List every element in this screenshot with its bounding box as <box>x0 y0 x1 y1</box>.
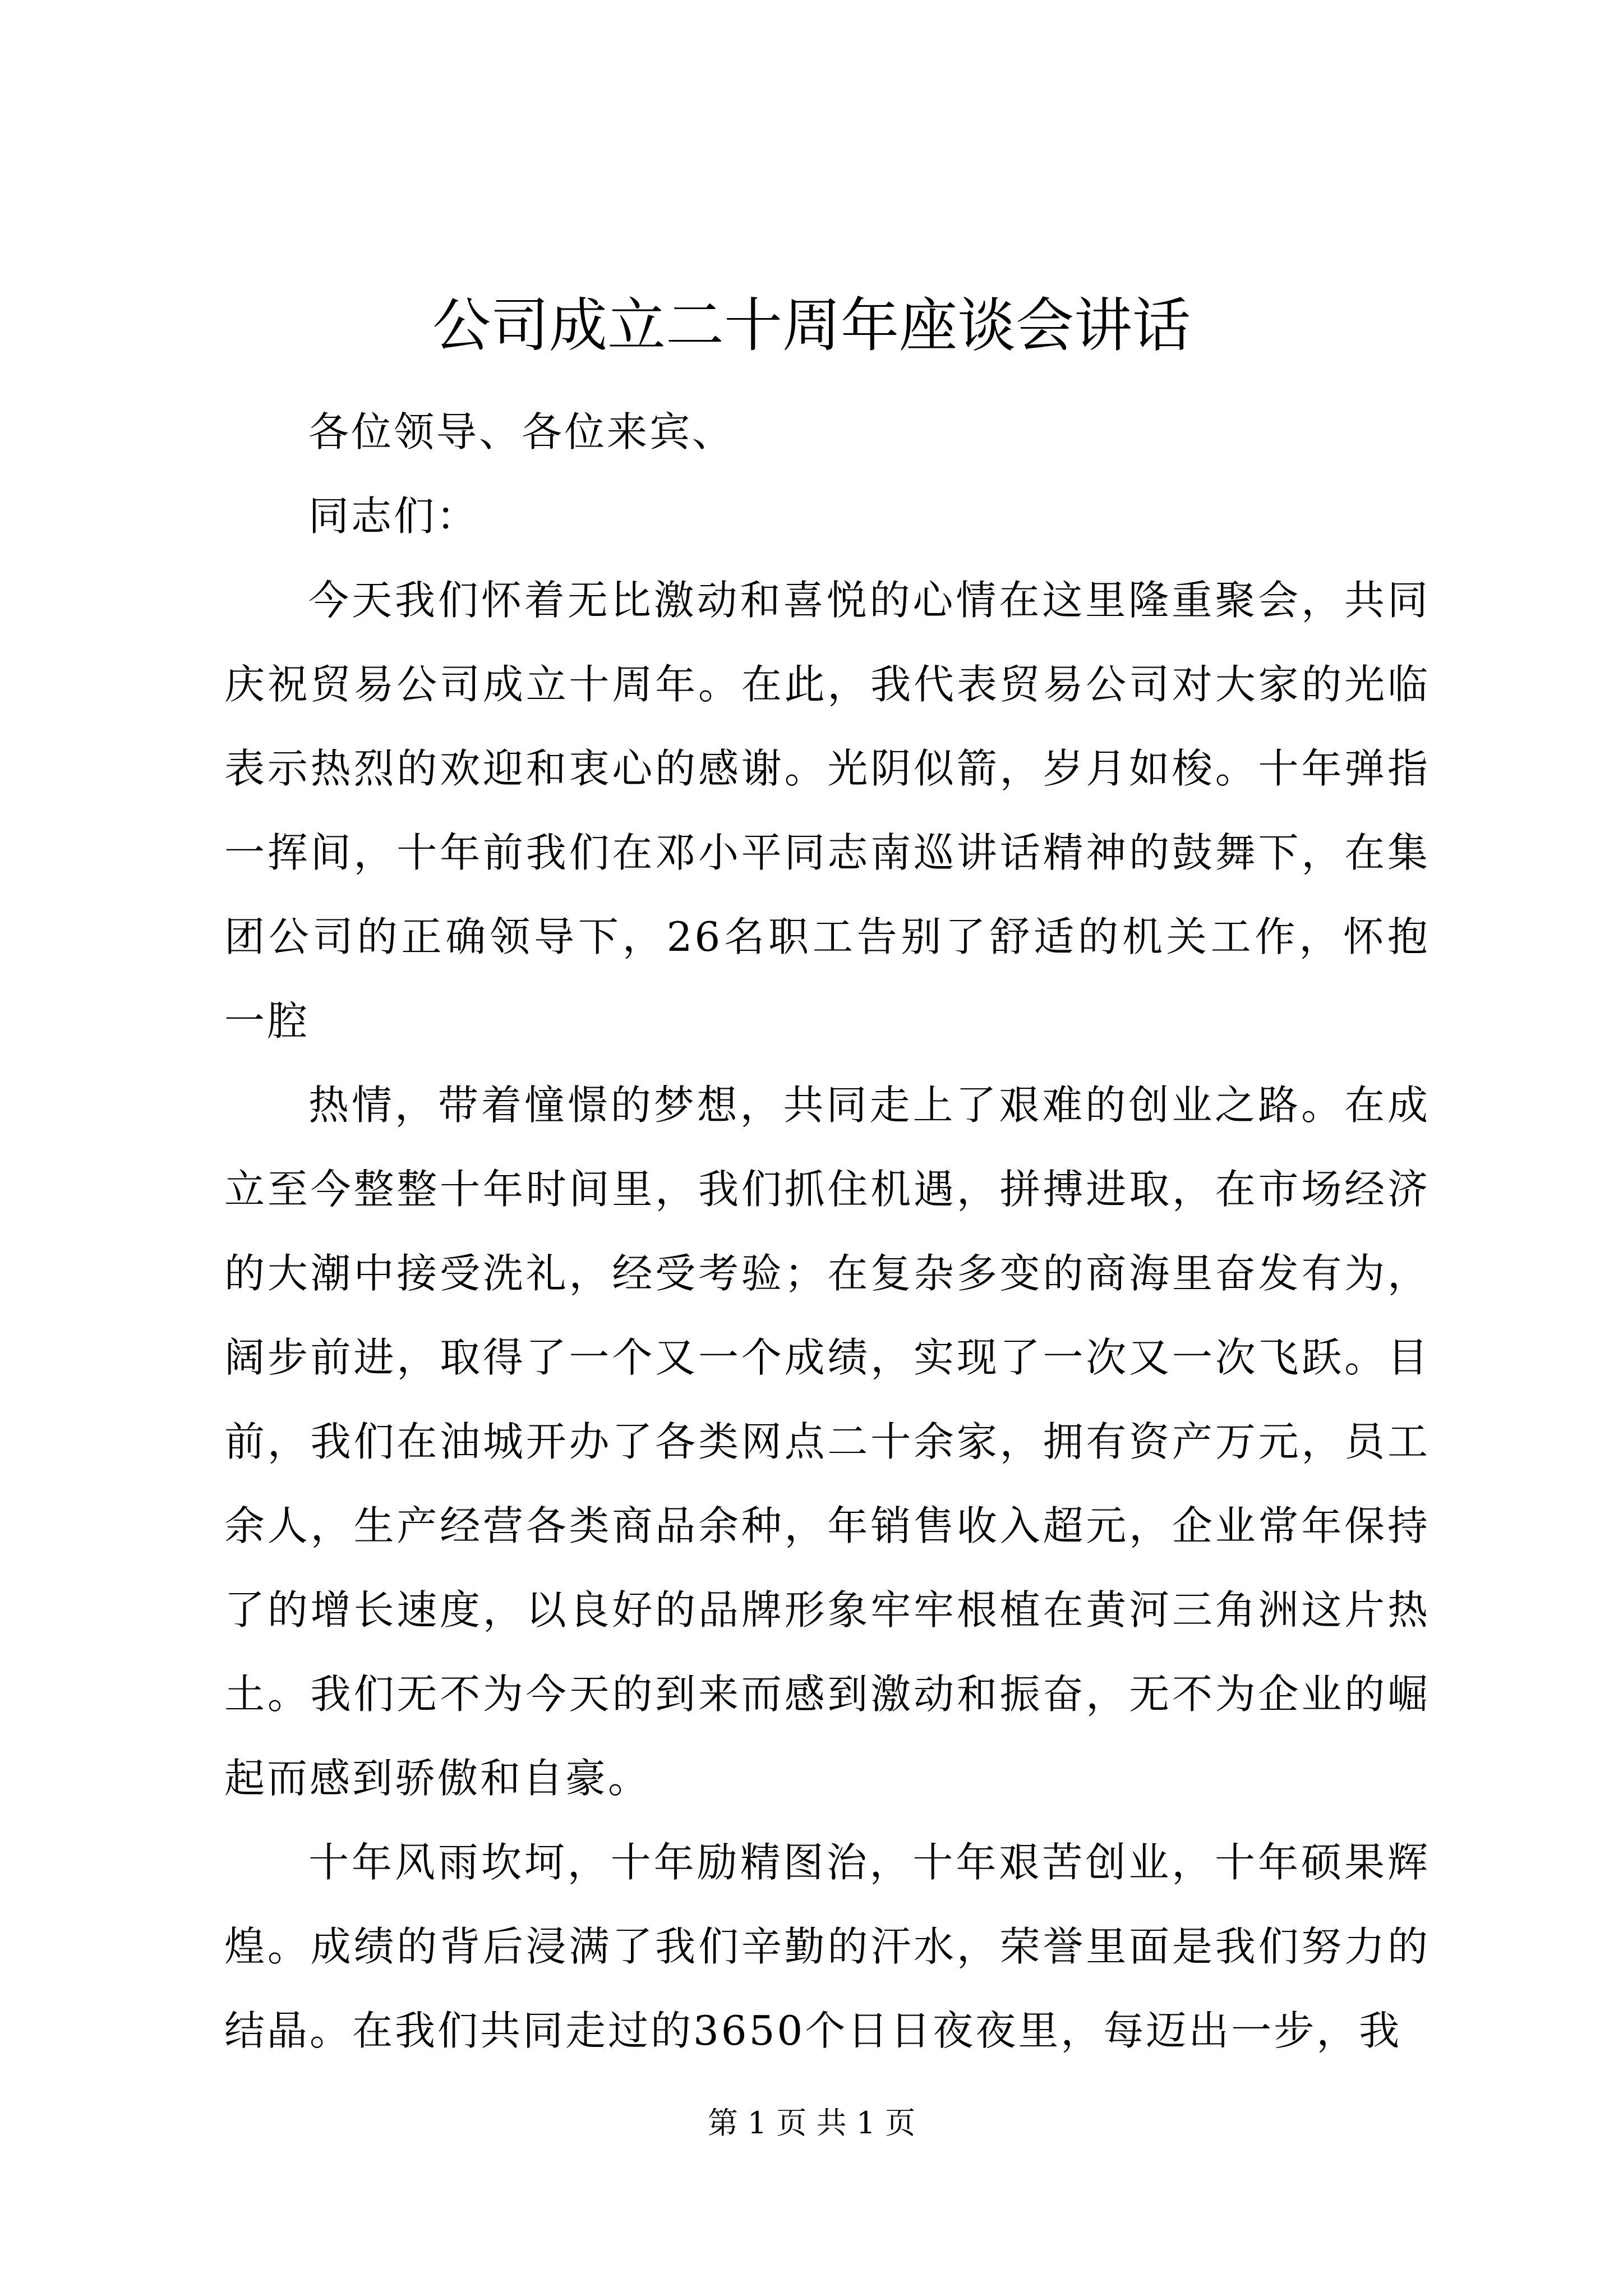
body-paragraph-1: 今天我们怀着无比激动和喜悦的心情在这里隆重聚会，共同庆祝贸易公司成立十周年。在此，我代表贸易公司对大家的光临表示热烈的欢迎和衷心的感谢。光阴似箭，岁月如梭。十年弹指一挥间，十年前我们在邓小平同志南巡讲话精神的鼓舞下，在集团公司的正确领导下，26名职工告别了舒适的机关工作，怀抱一腔 <box>224 577 1430 1045</box>
document-body <box>224 390 1430 2073</box>
body-paragraph-2: 热情，带着憧憬的梦想，共同走上了艰难的创业之路。在成立至今整整十年时间里，我们抓住机遇，拼搏进取，在市场经济的大潮中接受洗礼，经受考验；在复杂多变的商海里奋发有为，阔步前进，取得了一个又一个成绩，实现了一次又一次飞跃。目前，我们在油城开办了各类网点二十余家，拥有资产万元，员工余人，生产经营各类商品余种，年销售收入超元，企业常年保持了的增长速度，以良好的品牌形象牢牢根植在黄河三角洲这片热土。我们无不为今天的到来而感到激动和振奋，无不为企业的崛起而感到骄傲和自豪。 <box>224 1082 1430 1802</box>
page-number-footer: 第 1 页 共 1 页 <box>707 2105 916 2141</box>
document-title: 公司成立二十周年座谈会讲话 <box>432 291 1191 360</box>
salutation-line-1: 各位领导、各位来宾、 <box>308 408 735 455</box>
salutation-line-2: 同志们： <box>308 493 479 540</box>
body-paragraph-3: 十年风雨坎坷，十年励精图治，十年艰苦创业，十年硕果辉煌。成绩的背后浸满了我们辛勤的汗水，荣誉里面是我们努力的结晶。在我们共同走过的3650个日日夜夜里，每迈出一步，我 <box>224 1839 1430 2054</box>
